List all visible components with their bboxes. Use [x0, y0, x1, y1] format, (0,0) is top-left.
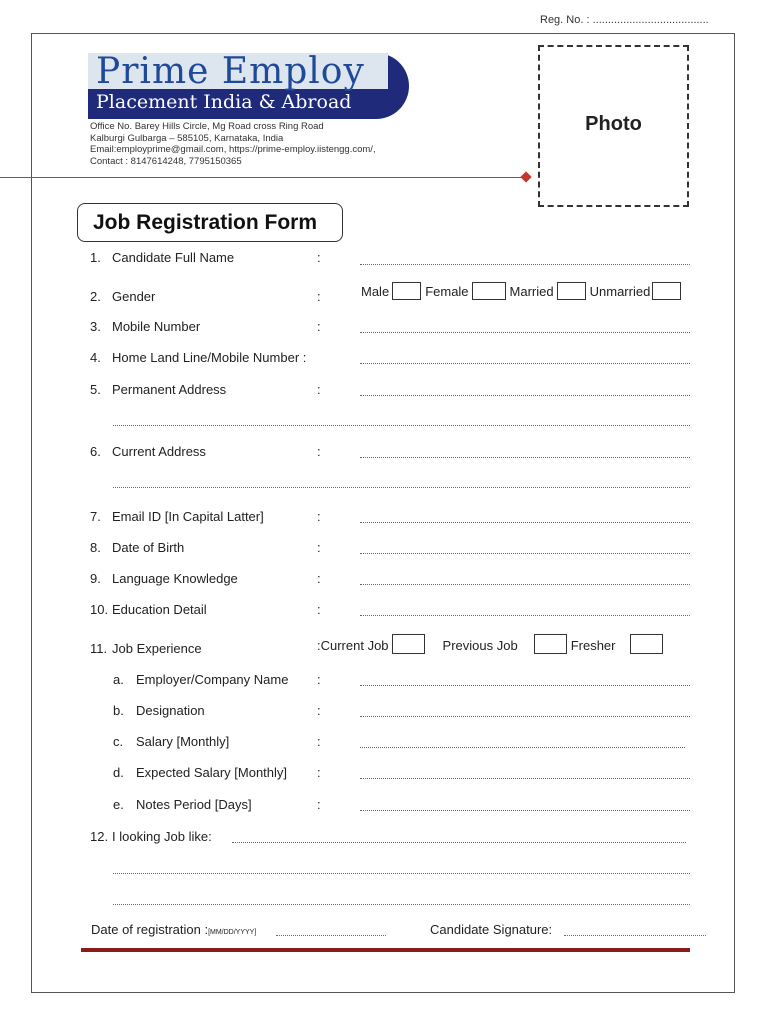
looking-job-input-line3[interactable] [113, 904, 690, 905]
field-label: Education Detail [112, 602, 207, 617]
field-label: Mobile Number [112, 319, 201, 334]
field-label: Current Address [112, 444, 206, 459]
field-label: Permanent Address [112, 382, 227, 397]
permanent-address-input[interactable] [360, 395, 690, 396]
field-colon: : [317, 289, 321, 304]
field-full-name [90, 250, 234, 265]
field-colon: : [317, 734, 321, 749]
signature-input[interactable] [564, 935, 706, 936]
experience-fresher-label: Fresher [570, 638, 616, 653]
full-name-input[interactable] [360, 264, 690, 265]
field-salary [113, 734, 229, 749]
gender-option-unmarried: Unmarried [589, 284, 651, 299]
field-number: 8. [90, 540, 101, 555]
logo-line1: Prime Employ [96, 51, 365, 92]
contact-phone: Contact : 8147614248, 7795150365 [90, 155, 242, 167]
field-permanent-address [90, 382, 226, 397]
reg-no [540, 14, 709, 26]
field-number: 4. [90, 350, 101, 365]
language-input[interactable] [360, 584, 690, 585]
field-number: 12. [90, 829, 109, 844]
field-colon: : [317, 444, 321, 459]
field-mobile [90, 319, 200, 334]
fresher-checkbox[interactable] [630, 634, 663, 654]
gender-options [361, 282, 685, 300]
field-number: 6. [90, 444, 101, 459]
field-gender [90, 289, 155, 304]
male-checkbox[interactable] [392, 282, 421, 300]
reg-no-field[interactable]: ...................................... [592, 14, 709, 26]
form-title-box [77, 203, 343, 242]
designation-input[interactable] [360, 716, 690, 717]
experience-current-label: :Current Job [317, 638, 389, 653]
field-number: d. [113, 765, 124, 780]
field-colon: : [317, 382, 321, 397]
home-phone-input[interactable] [360, 363, 690, 364]
signature-label: Candidate Signature: [430, 922, 553, 937]
field-current-address [90, 444, 206, 459]
salary-input[interactable] [360, 747, 685, 748]
field-label: Email ID [In Capital Latter] [112, 509, 264, 524]
contact-address-line1: Office No. Barey Hills Circle, Mg Road cross Ring Road [90, 121, 324, 132]
field-colon: : [317, 602, 321, 617]
field-designation [113, 703, 205, 718]
field-label: Date of Birth [112, 540, 185, 555]
photo-label: Photo [585, 113, 642, 135]
field-colon: : [317, 797, 321, 812]
field-label: Gender [112, 289, 156, 304]
company-logo [88, 53, 409, 119]
field-number: 7. [90, 509, 101, 524]
expected-salary-input[interactable] [360, 778, 690, 779]
field-number: 3. [90, 319, 101, 334]
field-home-phone [90, 350, 306, 365]
looking-job-input[interactable] [232, 842, 686, 843]
field-colon: : [317, 765, 321, 780]
field-employer [113, 672, 288, 687]
field-number: 11. [90, 641, 108, 656]
field-language [90, 571, 238, 586]
notice-period-input[interactable] [360, 810, 690, 811]
married-checkbox[interactable] [557, 282, 586, 300]
red-divider [0, 177, 527, 178]
reg-no-label: Reg. No. : [540, 14, 590, 26]
field-number: 1. [90, 250, 101, 265]
date-label: Date of registration : [91, 922, 209, 937]
unmarried-checkbox[interactable] [652, 282, 681, 300]
contact-email: Email:employprime@gmail.com, https://prime-employ.iistengg.com/, [90, 144, 376, 155]
field-colon: : [317, 571, 321, 586]
current-address-input-line2[interactable] [113, 487, 690, 488]
field-label: Candidate Full Name [112, 250, 235, 265]
field-job-experience [90, 641, 202, 656]
field-notice-period [113, 797, 252, 812]
gender-option-male: Male [361, 284, 390, 299]
dob-input[interactable] [360, 553, 690, 554]
employer-input[interactable] [360, 685, 690, 686]
field-label: Home Land Line/Mobile Number : [112, 350, 307, 365]
field-colon: : [317, 540, 321, 555]
previous-job-checkbox[interactable] [534, 634, 567, 654]
email-input[interactable] [360, 522, 690, 523]
field-colon: : [317, 703, 321, 718]
field-number: 9. [90, 571, 101, 586]
contact-info [90, 121, 376, 167]
field-colon: : [317, 672, 321, 687]
field-number: 2. [90, 289, 101, 304]
field-label: Expected Salary [Monthly] [136, 765, 288, 780]
mobile-input[interactable] [360, 332, 690, 333]
education-input[interactable] [360, 615, 690, 616]
form-title: Job Registration Form [93, 211, 318, 234]
date-of-registration [91, 922, 256, 937]
gender-option-married: Married [509, 284, 554, 299]
field-number: b. [113, 703, 124, 718]
gender-option-female: Female [425, 284, 469, 299]
field-label: Salary [Monthly] [136, 734, 230, 749]
current-job-checkbox[interactable] [392, 634, 425, 654]
contact-address-line2: Kalburgi Gulbarga – 585105, Karnataka, India [90, 132, 284, 144]
date-format-hint: [MM/DD/YYYY] [208, 929, 257, 936]
current-address-input[interactable] [360, 457, 690, 458]
looking-job-input-line2[interactable] [113, 873, 690, 874]
field-education [90, 602, 207, 617]
permanent-address-input-line2[interactable] [113, 425, 690, 426]
field-label: Notes Period [Days] [136, 797, 252, 812]
field-number: e. [113, 797, 124, 812]
field-label: Employer/Company Name [136, 672, 289, 687]
field-label: Designation [136, 703, 205, 718]
experience-options [317, 634, 667, 654]
field-expected-salary [113, 765, 287, 780]
field-colon: : [317, 250, 321, 265]
field-looking-job [90, 829, 212, 844]
footer-bar [81, 948, 690, 952]
field-number: c. [113, 734, 124, 749]
field-label: I looking Job like: [112, 829, 212, 844]
field-label: Job Experience [112, 641, 202, 656]
field-colon: : [317, 319, 321, 334]
field-email [90, 509, 264, 524]
candidate-signature [430, 922, 552, 937]
female-checkbox[interactable] [472, 282, 506, 300]
experience-previous-label: Previous Job [442, 638, 518, 653]
field-number: 10. [90, 602, 109, 617]
field-number: 5. [90, 382, 101, 397]
photo-box[interactable] [538, 45, 689, 207]
logo-line2: Placement India & Abroad [96, 91, 352, 113]
field-colon: : [317, 509, 321, 524]
field-label: Language Knowledge [112, 571, 238, 586]
date-input[interactable] [276, 935, 386, 936]
field-number: a. [113, 672, 124, 687]
field-dob [90, 540, 184, 555]
